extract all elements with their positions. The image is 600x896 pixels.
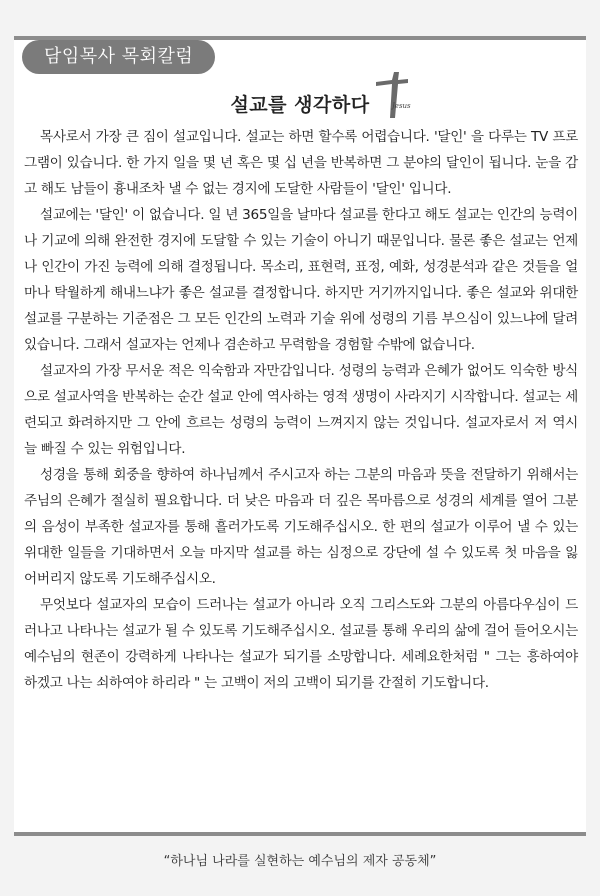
- bottom-divider: [14, 832, 586, 836]
- cross-caption: Jesus: [392, 102, 411, 110]
- column-title: 설교를 생각하다: [230, 94, 370, 116]
- column-body: [24, 124, 578, 696]
- paragraph-3: 설교자의 가장 무서운 적은 익숙함과 자만감입니다. 성령의 능력과 은혜가 없어도 익숙한 방식으로 설교사역을 반복하는 순간 설교 안에 역사하는 영적 생명이 사라지기 시작합니다. 설교는 세련되고 화려하지만 그 안에 흐르는 성령의 능력이 느껴지지 않는 것입니다. 설교자로서 저 역시 늘 빠질 수 있는 위험입니다.: [24, 363, 578, 457]
- paragraph-1: 목사로서 가장 큰 짐이 설교입니다. 설교는 하면 할수록 어렵습니다. '달인' 을 다루는 TV 프로그램이 있습니다. 한 가지 일을 몇 년 혹은 몇 십 년을 반복하면 그 분야의 달인이 됩니다. 눈을 감고 해도 남들이 흉내조차 낼 수 없는 경지에 도달한 사람들이 '달인' 입니다.: [24, 129, 578, 197]
- title-area: [0, 82, 600, 122]
- paragraph-4: 성경을 통해 회중을 향하여 하나님께서 주시고자 하는 그분의 마음과 뜻을 전달하기 위해서는 주님의 은혜가 절실히 필요합니다. 더 낮은 마음과 더 깊은 목마름으로 성경의 세계를 열어 그분의 음성이 부족한 설교자를 통해 흘러가도록 기도해주십시오. 한 편의 설교가 이루어 낼 수 있는 위대한 일들을 기대하면서 오늘 마지막 설교를 하는 심정으로 강단에 설 수 있도록 첫 마음을 잃어버리지 않도록 기도해주십시오.: [24, 467, 578, 587]
- column-category-badge: 담임목사 목회칼럼: [22, 40, 215, 74]
- cross-icon: [368, 72, 410, 118]
- paragraph-2: 설교에는 '달인' 이 없습니다. 일 년 365일을 날마다 설교를 한다고 해도 설교는 인간의 능력이나 기교에 의해 완전한 경지에 도달할 수 있는 기술이 아니기 때문입니다. 물론 좋은 설교는 언제나 인간이 가진 능력에 의해 결정됩니다. 목소리, 표현력, 표정, 예화, 성경분석과 같은 것들을 얼마나 탁월하게 해내느냐가 좋은 설교를 결정합니다. 하지만 거기까지입니다. 좋은 설교와 위대한 설교를 구분하는 기준점은 그 모든 인간의 노력과 기술 위에 성령의 기름 부으심이 있느냐에 달려 있습니다. 그래서 설교자는 언제나 겸손하고 무력함을 경험할 수밖에 없습니다.: [24, 207, 578, 353]
- church-motto: “하나님 나라를 실현하는 예수님의 제자 공동체”: [163, 854, 437, 869]
- paragraph-5: 무엇보다 설교자의 모습이 드러나는 설교가 아니라 오직 그리스도와 그분의 아름다우심이 드러나고 나타나는 설교가 될 수 있도록 기도해주십시오. 설교를 통해 우리의 삶에 걸어 들어오시는 예수님의 현존이 강력하게 나타나는 설교가 되기를 소망합니다. 세례요한처럼 " 그는 흥하여야 하겠고 나는 쇠하여야 하리라 " 는 고백이 저의 고백이 되기를 간절히 기도합니다.: [24, 597, 578, 691]
